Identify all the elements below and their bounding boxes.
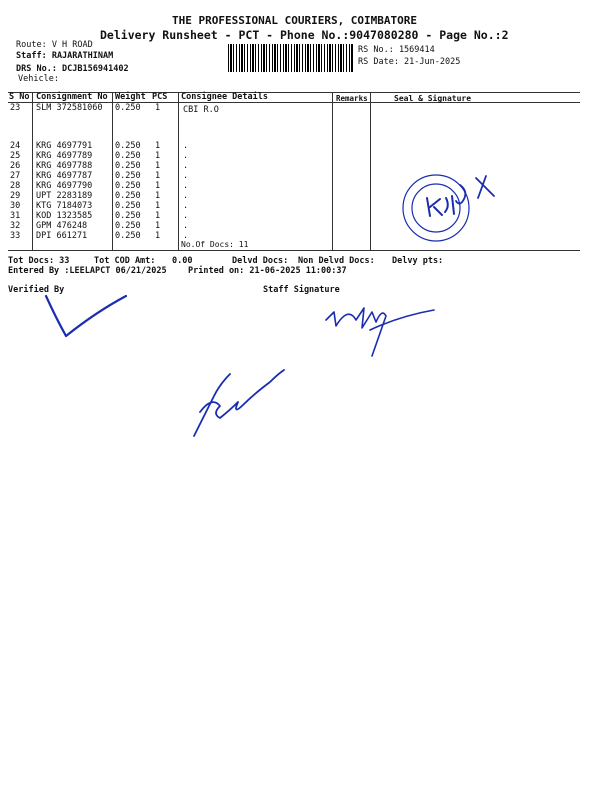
row-weight: 0.250 [115,231,141,241]
delivered-docs: Delvd Docs: [232,256,289,266]
staff-signature-label: Staff Signature [263,285,340,295]
row-consignee: . [183,181,189,191]
row-consignment: KRG 4697790 [36,181,93,191]
row-sno: 31 [10,211,21,221]
header-sno: S No [9,92,30,102]
row-weight: 0.250 [115,141,141,151]
row-weight: 0.250 [115,211,141,221]
row-pcs: 1 [155,181,161,191]
row-pcs: 1 [155,221,161,231]
drs-number: DRS No.: DCJB156941402 [16,64,129,74]
row-consignee: CBI R.O [183,105,219,115]
row-weight: 0.250 [115,201,141,211]
row-pcs: 1 [155,231,161,241]
row-consignee: . [183,151,189,161]
row-sno: 25 [10,151,21,161]
row-sno: 23 [10,103,21,113]
header-pcs: PCS [152,92,168,102]
row-pcs: 1 [155,161,161,171]
company-name: THE PROFESSIONAL COURIERS, COIMBATORE [172,14,418,27]
row-pcs: 1 [155,171,161,181]
staff-signature [326,308,434,356]
row-consignee: . [183,141,189,151]
row-weight: 0.250 [115,151,141,161]
row-consignment: DPI 661271 [36,231,88,241]
row-sno: 28 [10,181,21,191]
header-remarks: Remarks [336,94,368,103]
row-weight: 0.250 [115,161,141,171]
row-sno: 24 [10,141,21,151]
row-sno: 30 [10,201,21,211]
row-consignment: SLM 372581060 [36,103,103,113]
row-consignee: . [183,161,189,171]
row-sno: 32 [10,221,21,231]
row-consignee: . [183,211,189,221]
row-weight: 0.250 [115,221,141,231]
row-consignment: GPM 476248 [36,221,88,231]
row-sno: 26 [10,161,21,171]
rs-date: RS Date: 21-Jun-2025 [358,57,461,67]
total-cod-value: 0.00 [172,256,193,266]
verified-signature [46,296,126,336]
row-pcs: 1 [155,211,161,221]
row-pcs: 1 [155,141,161,151]
route: Route: V H ROAD [16,40,93,50]
row-weight: 0.250 [115,171,141,181]
row-consignment: KRG 4697791 [36,141,93,151]
row-pcs: 1 [155,191,161,201]
row-consignment: UPT 2283189 [36,191,93,201]
total-cod-label: Tot COD Amt: [94,256,156,266]
row-consignment: KTG 7184073 [36,201,93,211]
verified-by-label: Verified By [8,285,65,295]
row-weight: 0.250 [115,181,141,191]
row-pcs: 1 [155,151,161,161]
no-of-docs: No.Of Docs: 11 [181,240,249,249]
seal-stamp [403,175,494,241]
total-docs: Tot Docs: 33 [8,256,70,266]
row-pcs: 1 [155,201,161,211]
delivery-points: Delvy pts: [392,256,444,266]
runsheet-title: Delivery Runsheet - PCT - Phone No.:9047080280 - Page No.:2 [100,28,509,42]
row-consignment: KRG 4697787 [36,171,93,181]
rs-number: RS No.: 1569414 [358,45,435,55]
row-consignee: . [183,171,189,181]
entered-by: Entered By :LEELAPCT 06/21/2025 [8,266,167,276]
printed-on: Printed on: 21-06-2025 11:00:37 [188,266,347,276]
row-consignee: . [183,231,189,241]
header-consignment: Consignment No [36,92,108,102]
row-sno: 29 [10,191,21,201]
row-consignee: . [183,221,189,231]
non-delivered-docs: Non Delvd Docs: [298,256,375,266]
row-consignment: KOD 1323585 [36,211,93,221]
row-consignment: KRG 4697788 [36,161,93,171]
row-weight: 0.250 [115,191,141,201]
row-sno: 33 [10,231,21,241]
header-consignee: Consignee Details [181,92,268,102]
row-consignment: KRG 4697789 [36,151,93,161]
row-weight: 0.250 [115,103,141,113]
row-pcs: 1 [155,103,161,113]
row-sno: 27 [10,171,21,181]
extra-signature [194,370,284,436]
staff: Staff: RAJARATHINAM [16,51,114,61]
row-consignee: . [183,201,189,211]
vehicle: Vehicle: [18,74,59,84]
header-weight: Weight [115,92,146,102]
row-consignee: . [183,191,189,201]
header-seal: Seal & Signature [394,94,472,103]
